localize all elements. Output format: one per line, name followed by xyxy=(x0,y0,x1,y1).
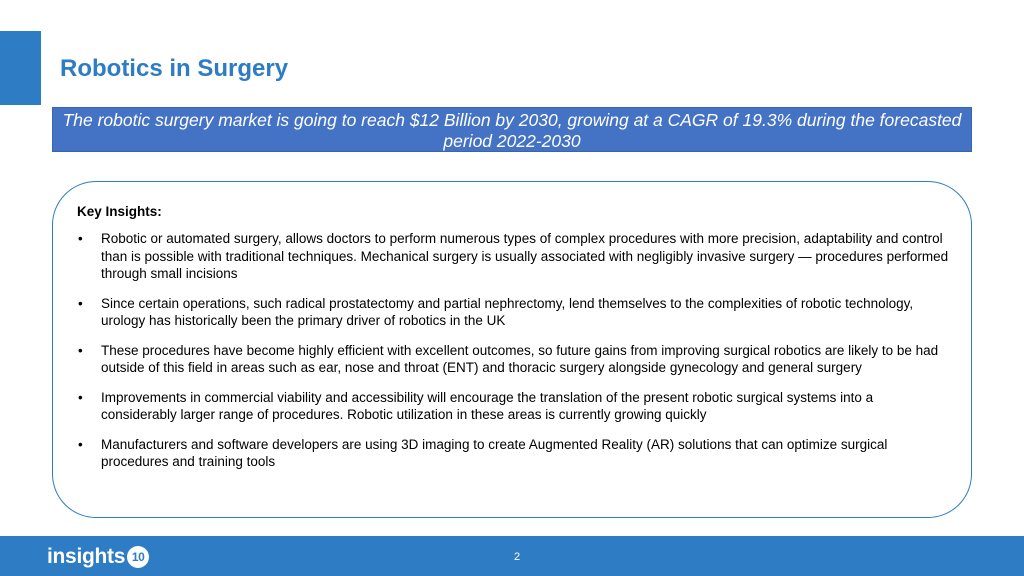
insight-item-4 xyxy=(77,389,951,424)
insights10-logo xyxy=(47,545,149,569)
insight-text: Manufacturers and software developers are using 3D imaging to create Augmented Reality (AR) solutions that can optimize surgical procedures and training tools xyxy=(101,436,888,469)
insight-text: These procedures have become highly efficient with excellent outcomes, so future gains from improving surgical robotics are likely to be had outside of this field in areas such as ear, nose and throat (ENT) and thoracic surgery alongside gynecology and general surgery xyxy=(101,342,939,375)
bullet-icon: • xyxy=(78,231,83,246)
bullet-icon: • xyxy=(78,436,83,452)
insight-text: Since certain operations, such radical prostatectomy and partial nephrectomy, lend themselves to the complexities of robotic technology, urology has historically been the primary driver of robotics in the UK xyxy=(101,295,914,328)
insight-item-5 xyxy=(77,436,951,471)
market-banner: The robotic surgery market is going to reach $12 Billion by 2030, growing at a CAGR of 19.3% during the forecasted period 2022-2030 xyxy=(52,107,972,152)
insights-list xyxy=(77,230,951,471)
logo-badge: 10 xyxy=(127,546,149,568)
footer-bar xyxy=(0,536,1024,576)
key-insights-heading: Key Insights: xyxy=(77,204,162,219)
insight-item-2 xyxy=(77,295,951,330)
title-accent-bar xyxy=(0,31,41,105)
insight-item-3 xyxy=(77,342,951,377)
bullet-icon: • xyxy=(78,295,83,311)
bullet-icon: • xyxy=(78,389,83,405)
bullet-icon: • xyxy=(78,342,83,358)
page-number: 2 xyxy=(513,551,521,563)
insight-text: Improvements in commercial viability and accessibility will encourage the translation of the present robotic surgical systems into a considerably larger range of procedures. Robotic utilization in these areas is currently growing quickly xyxy=(101,389,874,422)
insight-text: Robotic or automated surgery, allows doctors to perform numerous types of complex procedures with more precision, adaptability and control than is possible with traditional techniques. Mechanical surgery is usually associated with negligibly invasive surgery — procedures performed through small incisions xyxy=(101,231,949,281)
page-title: Robotics in Surgery xyxy=(60,55,289,82)
logo-text: insights xyxy=(47,545,126,568)
insight-item-1 xyxy=(77,230,951,283)
key-insights-box xyxy=(52,181,972,518)
